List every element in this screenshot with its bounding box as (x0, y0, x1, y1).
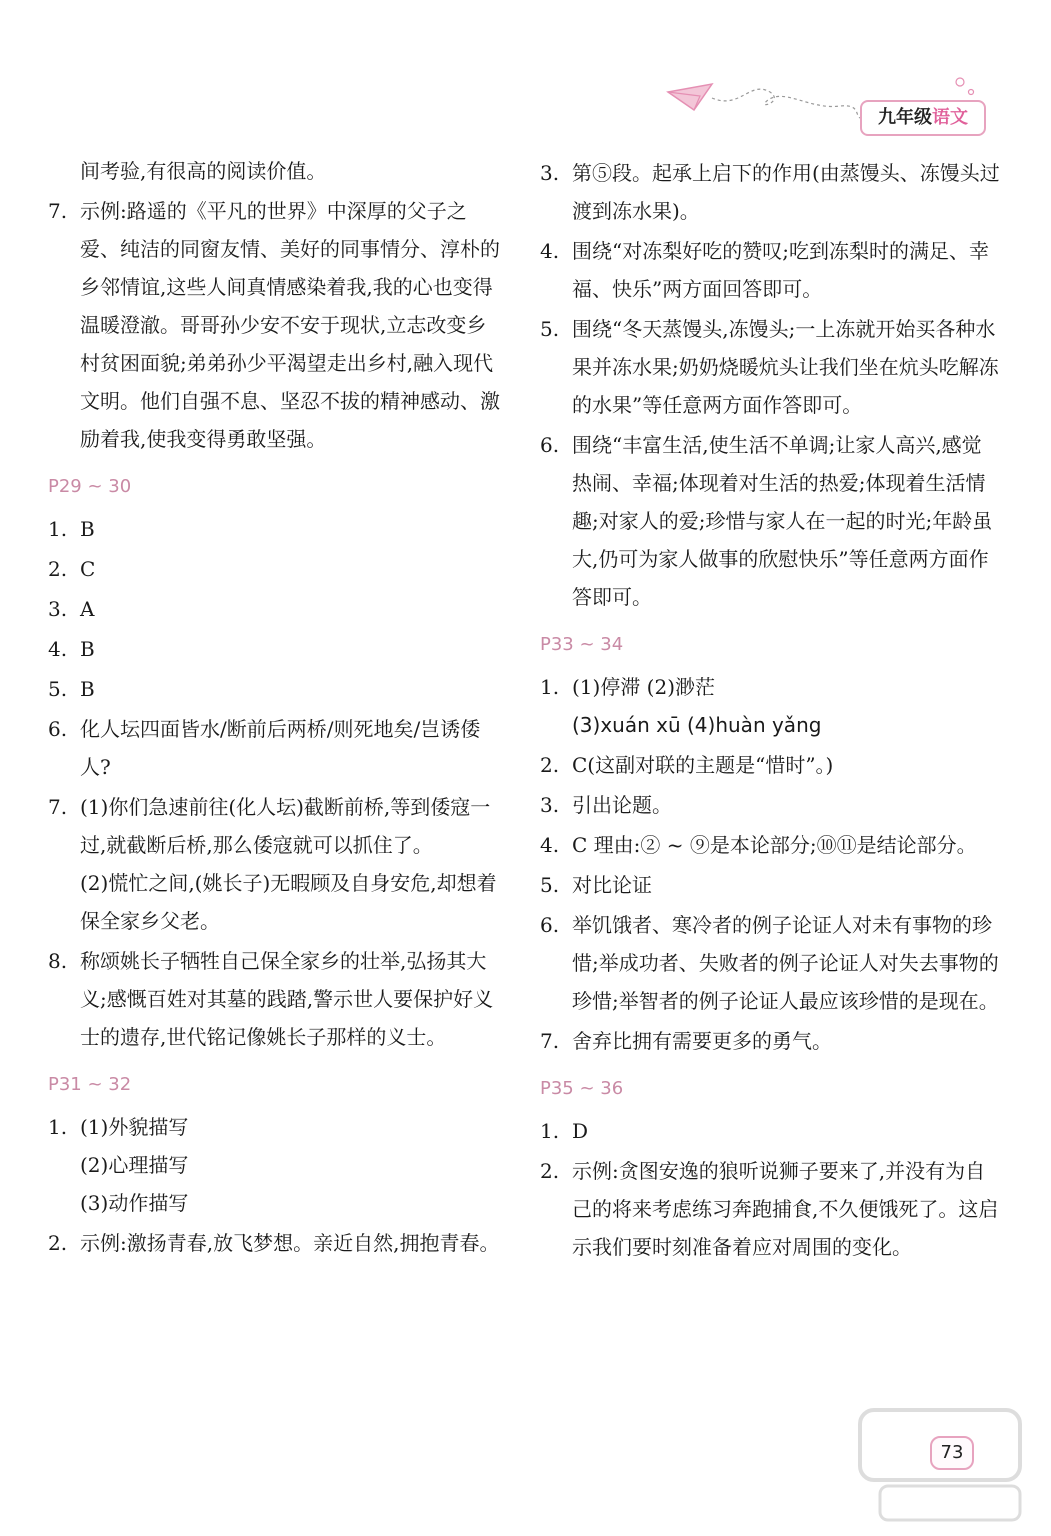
answer-number: 2. (540, 753, 560, 777)
answer-text: (1)停滞 (2)渺茫 (572, 675, 716, 699)
answer-number: 5. (540, 317, 560, 341)
answer-item (540, 1112, 1000, 1150)
answer-list (540, 746, 1000, 1060)
right-column (540, 152, 1000, 1268)
answer-item (540, 154, 1000, 230)
answer-text: 化人坛四面皆水/断前后两桥/则死地矣/岂诱倭人? (80, 717, 481, 779)
grade-subject-badge (860, 100, 986, 136)
answer-text: 示例:路遥的《平凡的世界》中深厚的父子之爱、纯洁的同窗友情、美好的同事情分、淳朴的乡邻情谊,这些人间真情感染着我,我的心也变得温暖澄澈。哥哥孙少安不安于现状,立志改变乡村贫困面貌;弟弟孙少平渴望走出乡村,融入现代文明。他们自强不息、坚忍不拔的精神感动、激励着我,使我变得勇敢坚强。 (80, 199, 500, 451)
section-title: P31 ~ 32 (48, 1074, 132, 1095)
answer-item (540, 746, 1000, 784)
answer-text: C (80, 557, 96, 581)
answer-text: 围绕“丰富生活,使生活不单调;让家人高兴,感觉热闹、幸福;体现着对生活的热爱;体现着生活情趣;对家人的爱;珍惜与家人在一起的时光;年龄虽大,仍可为家人做事的欣慰快乐”等任意两方面作答即可。 (572, 433, 993, 609)
answer-number: 3. (48, 597, 68, 621)
answer-item (540, 786, 1000, 824)
answer-text: 示例:贪图安逸的狼听说狮子要来了,并没有为自己的将来考虑练习奔跑捕食,不久便饿死了。这启示我们要时刻准备着应对周围的变化。 (572, 1159, 999, 1259)
answer-item (48, 630, 500, 668)
answer-number: 1. (540, 675, 560, 699)
answer-text: (2)慌忙之间,(姚长子)无暇顾及自身安危,却想着保全家乡父老。 (80, 871, 497, 933)
watermark-logo-icon (840, 1400, 1040, 1530)
answer-item (48, 550, 500, 588)
answer-item (540, 426, 1000, 616)
answer-text: B (80, 677, 95, 701)
answer-number: 7. (540, 1029, 560, 1053)
answer-number: 2. (48, 1231, 68, 1255)
answer-item (48, 510, 500, 548)
answer-item (540, 232, 1000, 308)
answer-text: (2)心理描写 (80, 1153, 189, 1177)
answer-number: 3. (540, 161, 560, 185)
answer-list (540, 1112, 1000, 1266)
answer-text: 举饥饿者、寒冷者的例子论证人对未有事物的珍惜;举成功者、失败者的例子论证人对失去事物的珍惜;举智者的例子论证人最应该珍惜的是现在。 (572, 913, 999, 1013)
answer-text: 舍弃比拥有需要更多的勇气。 (572, 1029, 832, 1053)
answer-number: 6. (540, 913, 560, 937)
answer-number: 4. (540, 833, 560, 857)
answer-number: 4. (48, 637, 68, 661)
answer-text: 示例:激扬青春,放飞梦想。亲近自然,拥抱青春。 (80, 1231, 500, 1255)
answer-text: A (80, 597, 95, 621)
answer-text: (3)xuán xū (4)huàn yǎng (572, 713, 822, 737)
answer-item (48, 590, 500, 628)
answer-number: 1. (48, 1115, 68, 1139)
answer-number: 3. (540, 793, 560, 817)
answer-item (48, 788, 500, 940)
answer-item (48, 1108, 500, 1222)
grade-label: 九年级 (878, 107, 932, 128)
answer-number: 1. (540, 1119, 560, 1143)
answer-item (540, 826, 1000, 864)
answer-list (48, 510, 500, 786)
answer-text: (3)动作描写 (80, 1191, 189, 1215)
subject-label: 语文 (932, 107, 968, 128)
answer-text: C 理由:② ~ ⑨是本论部分;⑩⑪是结论部分。 (572, 833, 977, 857)
answer-item (540, 310, 1000, 424)
answer-number: 5. (48, 677, 68, 701)
answer-text: (1)外貌描写 (80, 1115, 189, 1139)
answer-number: 7. (48, 795, 68, 819)
answer-number: 8. (48, 949, 68, 973)
answer-item (540, 1022, 1000, 1060)
answer-text: D (572, 1119, 589, 1143)
answer-text: 第⑤段。起承上启下的作用(由蒸馒头、冻馒头过渡到冻水果)。 (572, 161, 1000, 223)
answer-item (48, 942, 500, 1056)
answer-number: 2. (48, 557, 68, 581)
answer-text: (1)你们急速前往(化人坛)截断前桥,等到倭寇一过,就截断后桥,那么倭寇就可以抓住了。 (80, 795, 491, 857)
answer-text: 围绕“冬天蒸馒头,冻馒头;一上冻就开始买各种水果并冻水果;奶奶烧暖炕头让我们坐在炕头吃解冻的水果”等任意两方面作答即可。 (572, 317, 999, 417)
answer-item (540, 668, 1000, 744)
answer-text: B (80, 637, 95, 661)
section-title: P33 ~ 34 (540, 634, 624, 655)
answer-number: 7. (48, 199, 68, 223)
answer-item (540, 866, 1000, 904)
answer-number: 4. (540, 239, 560, 263)
continuation-text: 间考验,有很高的阅读价值。 (80, 159, 327, 183)
answer-item (48, 710, 500, 786)
answer-text: 引出论题。 (572, 793, 672, 817)
answer-item (48, 192, 500, 458)
section-title: P29 ~ 30 (48, 476, 132, 497)
answer-item (540, 1152, 1000, 1266)
answer-text: C(这副对联的主题是“惜时”。) (572, 753, 834, 777)
answer-list (540, 154, 1000, 616)
answer-number: 6. (48, 717, 68, 741)
answer-number: 2. (540, 1159, 560, 1183)
left-column (48, 152, 500, 1264)
answer-text: 称颂姚长子牺牲自己保全家乡的壮举,弘扬其大义;感慨百姓对其墓的践踏,警示世人要保护好义士的遗存,世代铭记像姚长子那样的义士。 (80, 949, 494, 1049)
answer-number: 5. (540, 873, 560, 897)
answer-text: 对比论证 (572, 873, 652, 897)
answer-number: 1. (48, 517, 68, 541)
answer-text: 围绕“对冻梨好吃的赞叹;吃到冻梨时的满足、幸福、快乐”两方面回答即可。 (572, 239, 989, 301)
answer-item (48, 670, 500, 708)
answer-text: B (80, 517, 95, 541)
page-number: 73 (930, 1436, 974, 1470)
answer-number: 6. (540, 433, 560, 457)
section-title: P35 ~ 36 (540, 1078, 624, 1099)
answer-item (48, 1224, 500, 1262)
answer-item (540, 906, 1000, 1020)
